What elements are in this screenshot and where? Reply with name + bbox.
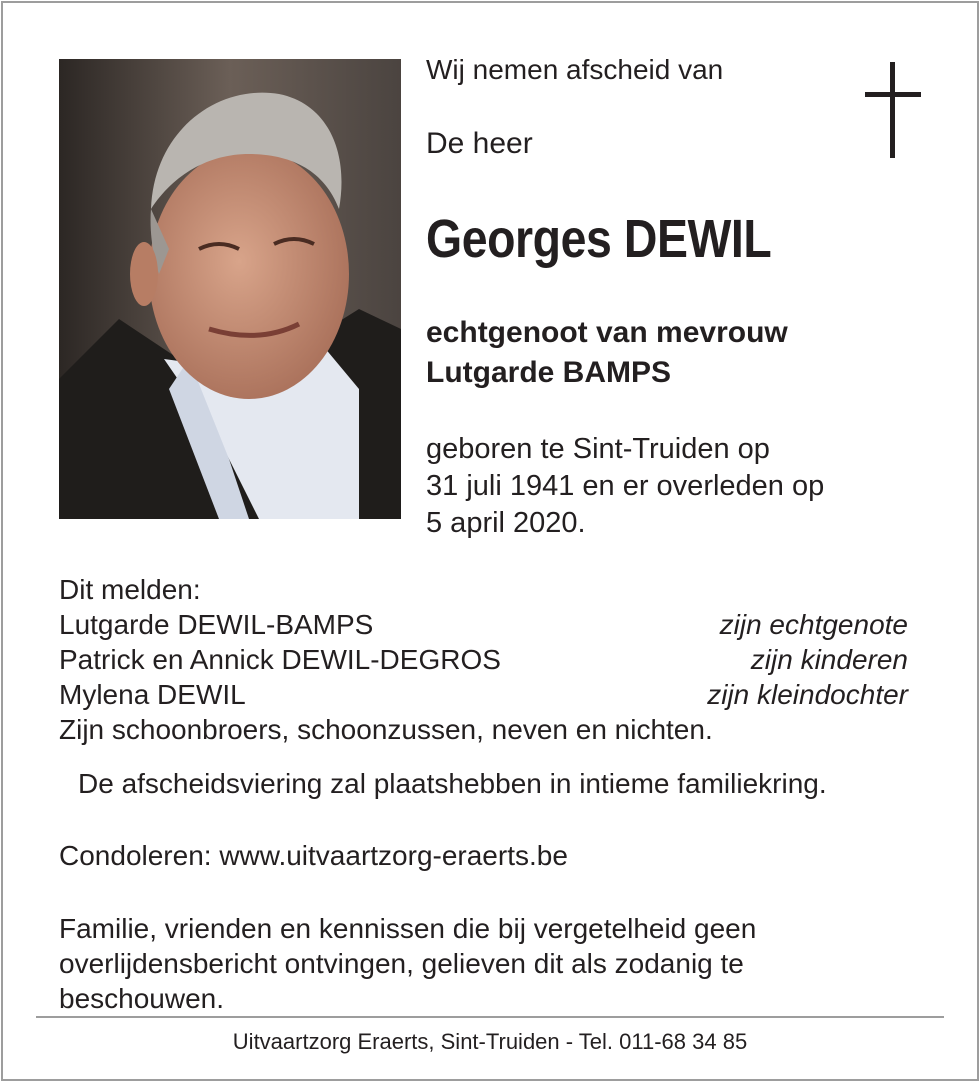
footer-contact: Uitvaartzorg Eraerts, Sint-Truiden - Tel. 011-68 34 85 (232, 1029, 748, 1054)
spouse-line-1: echtgenoot van mevrouw (426, 316, 788, 349)
honorific: De heer (426, 127, 533, 160)
born-line-2: 31 juli 1941 en er overleden op (426, 470, 825, 502)
announcement-heading: Dit melden: (59, 574, 201, 605)
other-relatives: Zijn schoonbroers, schoonzussen, neven en nichten. (59, 714, 713, 745)
spouse-info (426, 313, 788, 393)
family-note: Familie, vrienden en kennissen die bij vergetelheid geen overlijdensbericht ontvingen, gelieven dit als zodanig te beschouwen. (59, 913, 757, 1014)
condolences-text: Condoleren: www.uitvaartzorg-eraerts.be (59, 840, 568, 871)
birth-death-info (426, 431, 824, 542)
footer-divider (36, 1016, 944, 1018)
born-line-1: geboren te Sint-Truiden op (426, 433, 770, 465)
relative-relation: zijn kleindochter (707, 679, 908, 710)
relative-relation: zijn echtgenote (719, 609, 908, 640)
relative-row (59, 644, 908, 680)
relative-relation: zijn kinderen (750, 644, 908, 675)
born-line-3: 5 april 2020. (426, 507, 586, 539)
ceremony-text: De afscheidsviering zal plaatshebben in intieme familiekring. (78, 768, 827, 799)
cross-icon (862, 62, 924, 160)
relative-name: Lutgarde DEWIL-BAMPS (59, 609, 374, 640)
portrait-photo (59, 59, 401, 519)
spouse-line-2: Lutgarde BAMPS (426, 356, 672, 389)
deceased-name: Georges DEWIL (426, 209, 772, 269)
relative-row (59, 679, 908, 715)
relative-name: Mylena DEWIL (59, 679, 246, 710)
relative-row (59, 609, 908, 645)
intro-text: Wij nemen afscheid van (426, 54, 724, 85)
relative-name: Patrick en Annick DEWIL-DEGROS (59, 644, 501, 675)
